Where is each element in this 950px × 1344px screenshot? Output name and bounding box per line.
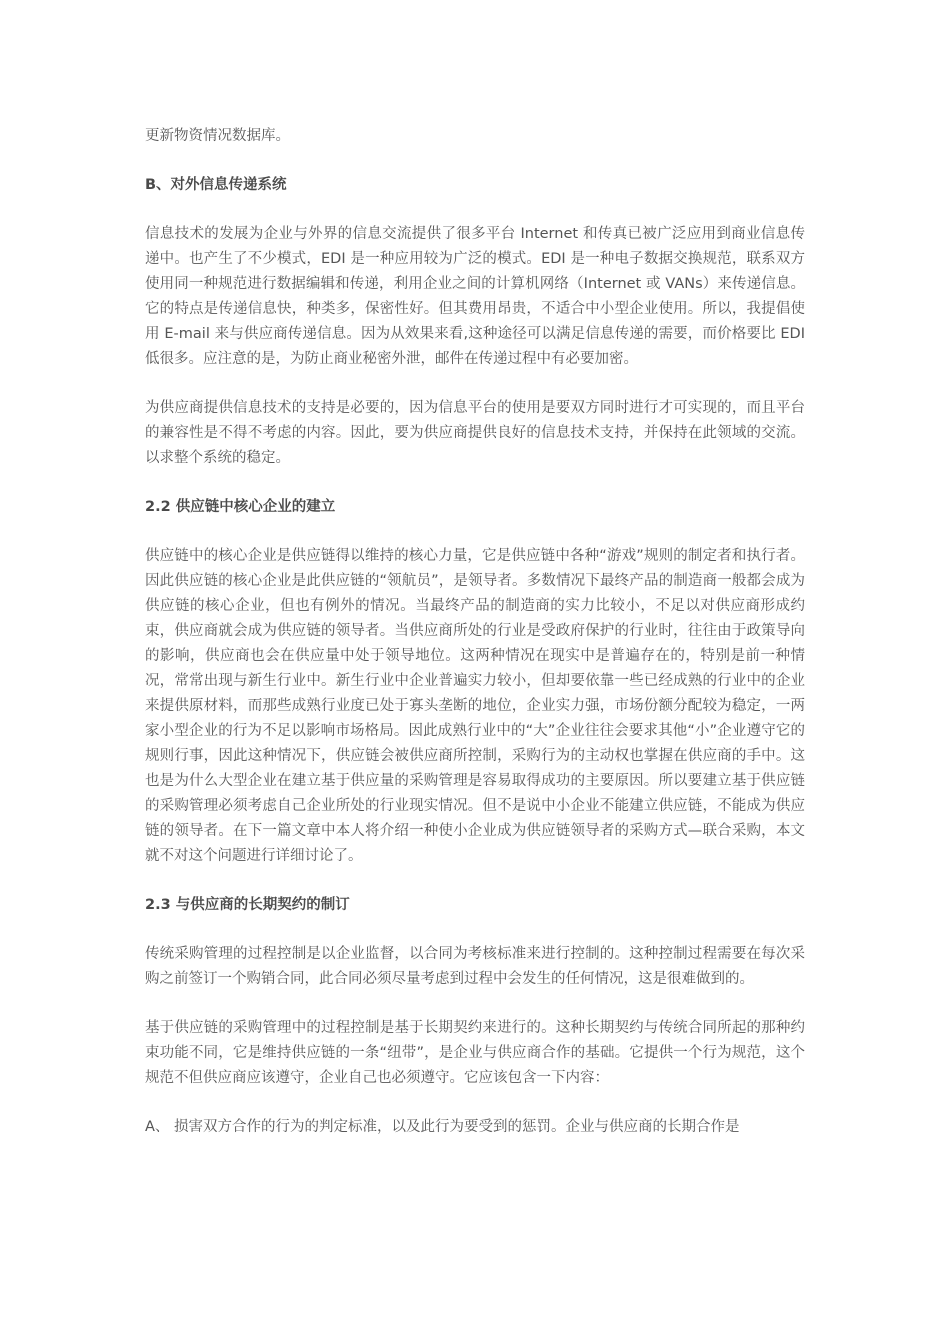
paragraph-info-tech: 信息技术的发展为企业与外界的信息交流提供了很多平台 Internet 和传真已被广泛应用到商业信息传递中。也产生了不少模式，EDI 是一种应用较为广泛的模式。EDI 是一种电子数据交换规范，联系双方使用同一种规范进行数据编辑和传递，利用企业之间的计算机网络（Internet 或 VANs）来传递信息。它的特点是传递信息快，种类多，保密性好。但其费用昂贵，不适合中小型企业使用。所以，我提倡使用 E-mail 来与供应商传递信息。因为从效果来看,这种途径可以满足信息传递的需要，而价格要比 EDI 低很多。应注意的是，为防止商业秘密外泄，邮件在传递过程中有必要加密。 <box>145 226 805 367</box>
section-heading-core-enterprise: 2.2 供应链中核心企业的建立 <box>145 499 336 515</box>
paragraph-supplier-support: 为供应商提供信息技术的支持是必要的，因为信息平台的使用是要双方同时进行才可实现的，而且平台的兼容性是不得不考虑的内容。因此，要为供应商提供良好的信息技术支持，并保持在此领域的交流。以求整个系统的稳定。 <box>145 400 805 466</box>
document-body <box>145 124 805 1140</box>
paragraph-core-enterprise: 供应链中的核心企业是供应链得以维持的核心力量，它是供应链中各种“游戏”规则的制定者和执行者。因此供应链的核心企业是此供应链的“领航员”，是领导者。多数情况下最终产品的制造商一般都会成为供应链的核心企业，但也有例外的情况。当最终产品的制造商的实力比较小，不足以对供应商形成约束，供应商就会成为供应链的领导者。当供应商所处的行业是受政府保护的行业时，往往由于政策导向的影响，供应商也会在供应量中处于领导地位。这两种情况在现实中是普遍存在的，特别是前一种情况，常常出现与新生行业中。新生行业中企业普遍实力较小，但却要依靠一些已经成熟的行业中的企业来提供原材料，而那些成熟行业度已处于寡头垄断的地位，企业实力强，市场份额分配较为稳定，一两家小型企业的行为不足以影响市场格局。因此成熟行业中的“大”企业往往会要求其他“小”企业遵守它的规则行事，因此这种情况下，供应链会被供应商所控制，采购行为的主动权也掌握在供应商的手中。这也是为什么大型企业在建立基于供应量的采购管理是容易取得成功的主要原因。所以要建立基于供应链的采购管理必须考虑自己企业所处的行业现实情况。但不是说中小企业不能建立供应链，不能成为供应链的领导者。在下一篇文章中本人将介绍一种使小企业成为供应链领导者的采购方式—联合采购，本文就不对这个问题进行详细讨论了。 <box>145 548 805 864</box>
paragraph-supply-chain-control: 基于供应链的采购管理中的过程控制是基于长期契约来进行的。这种长期契约与传统合同所起的那种约束功能不同，它是维持供应链的一条“纽带”，是企业与供应商合作的基础。它提供一个行为规范，这个规范不但供应商应该遵守，企业自己也必须遵守。它应该包含一下内容： <box>145 1020 805 1086</box>
section-heading-external-info: B、对外信息传递系统 <box>145 177 287 193</box>
paragraph-traditional-control: 传统采购管理的过程控制是以企业监督，以合同为考核标准来进行控制的。这种控制过程需要在每次采购之前签订一个购销合同，此合同必须尽量考虑到过程中会发生的任何情况，这是很难做到的。 <box>145 946 805 987</box>
section-heading-long-term-contract: 2.3 与供应商的长期契约的制订 <box>145 897 350 913</box>
paragraph-item-a: A、 损害双方合作的行为的判定标准，以及此行为要受到的惩罚。企业与供应商的长期合作是 <box>145 1119 740 1135</box>
paragraph-database-update: 更新物资情况数据库。 <box>145 128 290 144</box>
